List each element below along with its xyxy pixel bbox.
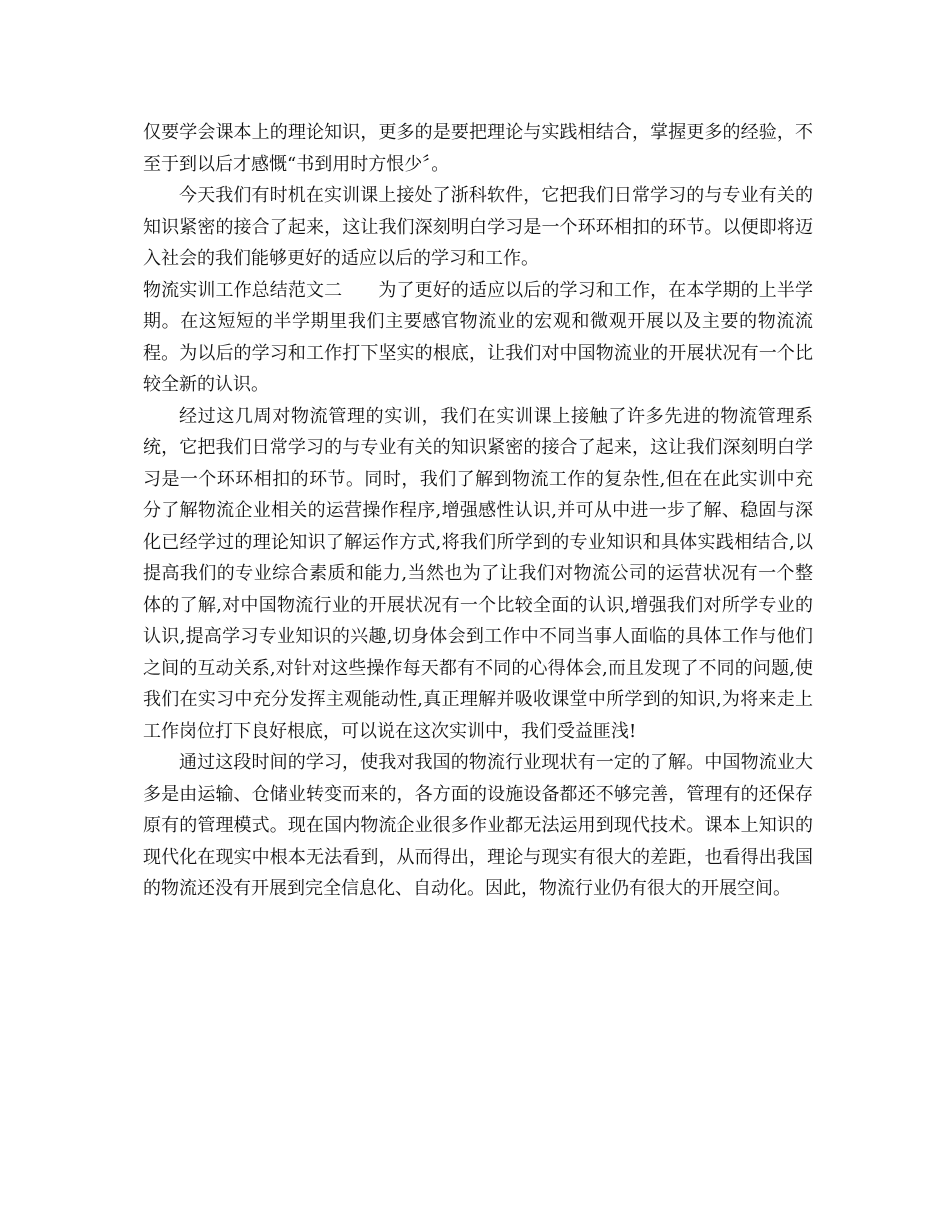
section-heading: 物流实训工作总结范文二 (143, 279, 343, 301)
paragraph-training-experience (143, 401, 813, 748)
paragraph-text: 经过这几周对物流管理的实训，我们在实训课上接触了许多先进的物流管理系统，它把我们日常学习的与专业有关的知识紧密的接合了起来，这让我们深刻明白学习是一个环环相扣的环节。同时，我们了解到物流工作的复杂性,但在在此实训中充分了解物流企业相关的运营操作程序,增强感性认识,并可从中进一步了解、稳固与深化已经学过的理论知识了解运作方式,将我们所学到的专业知识和具体实践相结合,以提高我们的专业综合素质和能力,当然也为了让我们对物流公司的运营状况有一个整体的了解,对中国物流行业的开展状况有一个比较全面的认识,增强我们对所学专业的认识,提高学习专业知识的兴趣,切身体会到工作中不同当事人面临的具体工作与他们之间的互动关系,对针对这些操作每天都有不同的心得体会,而且发现了不同的问题,使我们在实习中充分发挥主观能动性,真正理解并吸收课堂中所学到的知识,为将来走上工作岗位打下良好根底，可以说在这次实训中，我们受益匪浅! (143, 405, 813, 742)
document-body (143, 117, 813, 905)
paragraph-software-training (143, 180, 813, 275)
paragraph-text: 今天我们有时机在实训课上接处了浙科软件，它把我们日常学习的与专业有关的知识紧密的接合了起来，这让我们深刻明白学习是一个环环相扣的环节。以便即将迈入社会的我们能够更好的适应以后的学习和工作。 (143, 185, 813, 269)
paragraph-industry-status (143, 747, 813, 905)
paragraph-continued (143, 117, 813, 180)
paragraph-text: 为了更好的适应以后的学习和工作，在本学期的上半学期。在这短短的半学期里我们主要感官物流业的宏观和微观开展以及主要的物流流程。为以后的学习和工作打下坚实的根底，让我们对中国物流业的开展状况有一个比较全新的认识。 (143, 279, 814, 395)
paragraph-text: 通过这段时间的学习，使我对我国的物流行业现状有一定的了解。中国物流业大多是由运输、仓储业转变而来的，各方面的设施设备都还不够完善，管理有的还保存原有的管理模式。现在国内物流企业很多作业都无法运用到现代技术。课本上知识的现代化在现实中根本无法看到，从而得出，理论与现实有很大的差距，也看得出我国的物流还没有开展到完全信息化、自动化。因此，物流行业仍有很大的开展空间。 (143, 752, 813, 899)
paragraph-section-two (143, 275, 813, 401)
paragraph-text: 仅要学会课本上的理论知识，更多的是要把理论与实践相结合，掌握更多的经验，不至于到以后才感慨“书到用时方恨少〞。 (143, 122, 813, 175)
